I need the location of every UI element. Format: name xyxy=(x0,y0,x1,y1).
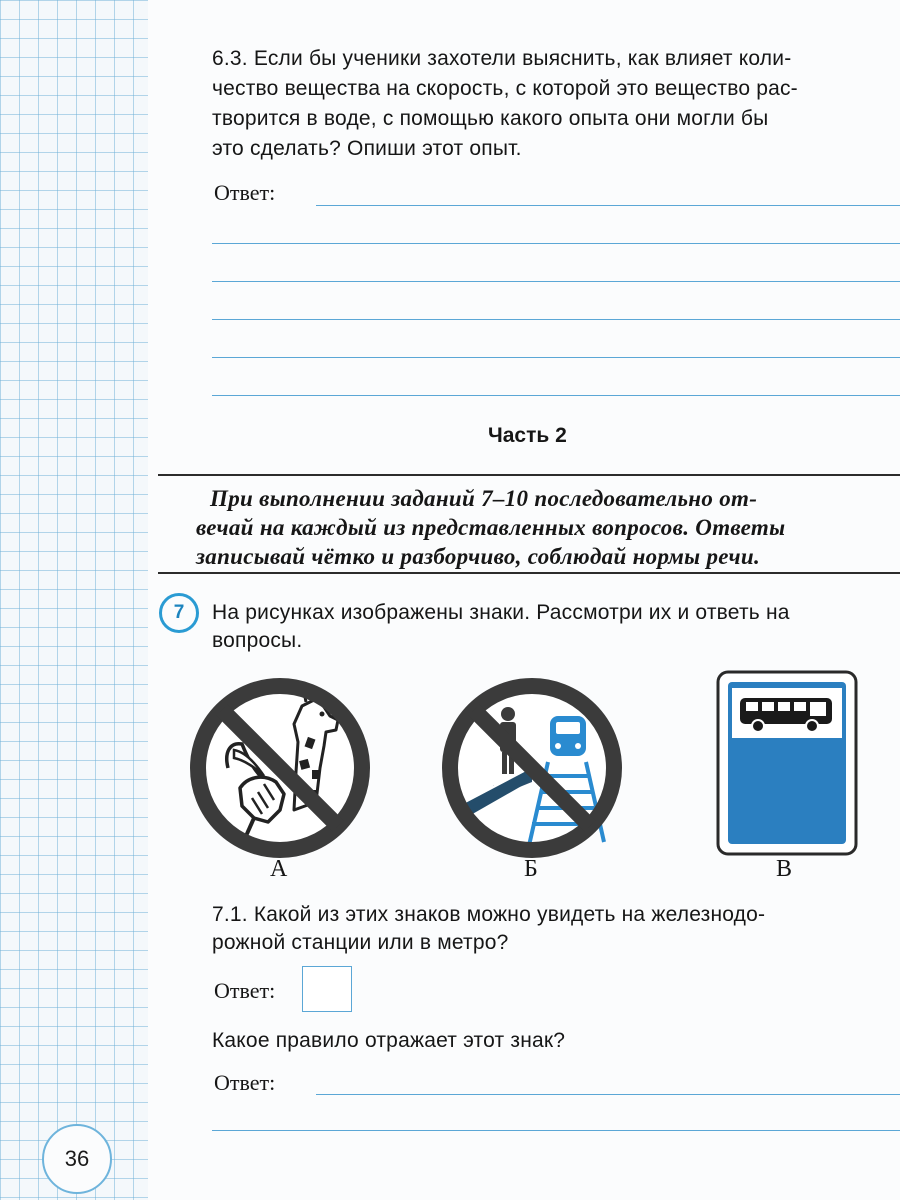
question-number-badge: 7 xyxy=(159,593,199,633)
rule-answer-label: Ответ: xyxy=(214,1070,276,1095)
q63-answer-line-4[interactable] xyxy=(212,319,900,320)
q71-answer-label: Ответ: xyxy=(214,978,276,1003)
q71-line-2: рожной станции или в метро? xyxy=(212,931,509,954)
q71-answer-box[interactable] xyxy=(302,966,352,1012)
page-number: 36 xyxy=(64,1146,90,1171)
q63-answer-line-1[interactable] xyxy=(316,205,900,206)
q63-line-2: чество вещества на скорость, с которой это вещество рас- xyxy=(212,77,798,100)
q63-line-1: 6.3. Если бы ученики захотели выяснить, как влияет коли- xyxy=(212,47,792,70)
no-feeding-animals-sign xyxy=(184,672,376,864)
instruction-line-3: записывай чётко и разборчиво, соблюдай нормы речи. xyxy=(196,544,761,569)
q63-answer-line-2[interactable] xyxy=(212,243,900,244)
sign-v-label: В xyxy=(776,856,793,882)
sign-a-label: А xyxy=(270,856,288,882)
no-walking-on-tracks-sign xyxy=(436,672,628,864)
q63-answer-label: Ответ: xyxy=(214,180,276,205)
instruction-line-1: При выполнении заданий 7–10 последовательно от- xyxy=(210,486,758,511)
rule-answer-line-2[interactable] xyxy=(212,1130,900,1131)
q63-line-3: творится в воде, с помощью какого опыта они могли бы xyxy=(212,107,769,130)
q7-line-1: На рисунках изображены знаки. Рассмотри их и ответь на xyxy=(212,601,790,624)
q63-answer-line-3[interactable] xyxy=(212,281,900,282)
q7-line-2: вопросы. xyxy=(212,629,303,652)
rule-answer-line-1[interactable] xyxy=(316,1094,900,1095)
q71-line-1: 7.1. Какой из этих знаков можно увидеть на железнодо- xyxy=(212,903,766,926)
q63-answer-line-6[interactable] xyxy=(212,395,900,396)
part2-title: Часть 2 xyxy=(488,424,567,447)
rule-question: Какое правило отражает этот знак? xyxy=(212,1029,566,1052)
page-number-badge xyxy=(42,1124,112,1194)
grid-margin xyxy=(0,0,148,1200)
instruction-line-2: вечай на каждый из представленных вопросов. Ответы xyxy=(196,515,786,540)
q63-answer-line-5[interactable] xyxy=(212,357,900,358)
sign-b-label: Б xyxy=(524,856,538,882)
bus-stop-sign xyxy=(716,670,858,856)
content-area xyxy=(148,0,900,1200)
q63-line-4: это сделать? Опиши этот опыт. xyxy=(212,137,522,160)
instruction-text xyxy=(196,484,900,571)
instruction-box xyxy=(158,474,900,574)
